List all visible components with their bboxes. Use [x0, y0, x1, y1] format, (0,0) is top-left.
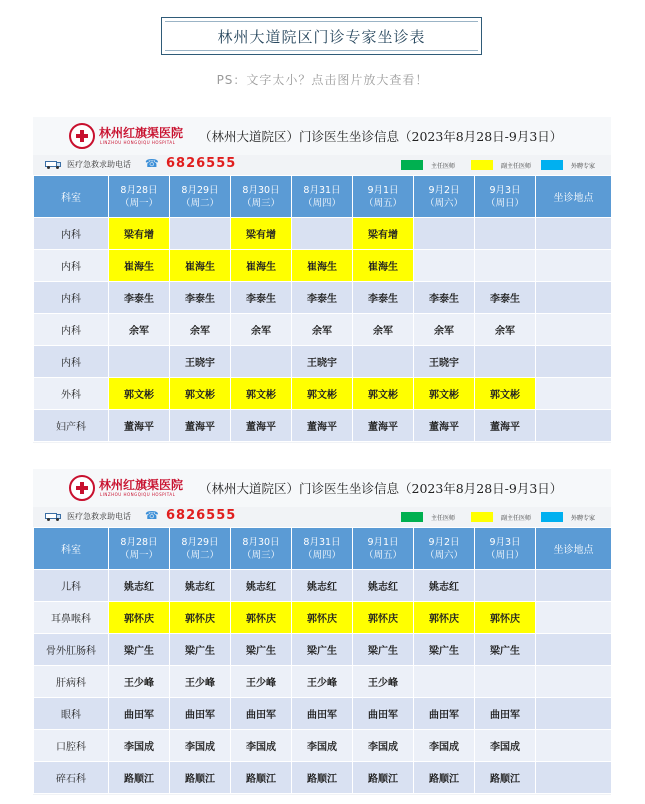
doctor-cell — [170, 218, 231, 250]
doctor-cell: 郭文彬 — [475, 378, 536, 410]
location-cell — [536, 378, 612, 410]
hospital-emblem-icon — [69, 475, 95, 501]
table-row — [34, 378, 612, 410]
doctor-cell: 郭怀庆 — [109, 602, 170, 634]
dept-header: 科室 — [34, 176, 109, 218]
dept-cell: 外科 — [34, 378, 109, 410]
phone-number[interactable]: 6826555 — [166, 156, 237, 171]
location-header: 坐诊地点 — [536, 528, 612, 570]
legend-swatch — [471, 160, 493, 170]
legend-label: 外聘专家 — [571, 515, 596, 522]
doctor-cell: 李泰生 — [414, 282, 475, 314]
doctor-cell: 郭文彬 — [109, 378, 170, 410]
doctor-cell: 李国成 — [475, 730, 536, 762]
dept-cell: 妇产科 — [34, 410, 109, 442]
hospital-logo — [69, 475, 199, 501]
phone-icon: ☎ — [145, 509, 159, 522]
hospital-header — [33, 469, 611, 507]
doctor-cell: 李国成 — [292, 730, 353, 762]
hospital-name-en: LINZHOU HONGQIQU HOSPITAL — [100, 140, 176, 145]
doctor-cell: 余军 — [231, 314, 292, 346]
day-header: 9月2日 （周六） — [414, 528, 475, 570]
legend-label: 外聘专家 — [571, 163, 596, 170]
doctor-cell: 郭文彬 — [231, 378, 292, 410]
dept-cell: 耳鼻喉科 — [34, 602, 109, 634]
location-cell — [536, 346, 612, 378]
doctor-cell — [414, 666, 475, 698]
doctor-cell: 李泰生 — [109, 282, 170, 314]
ambulance-icon — [45, 511, 61, 521]
table-row — [34, 570, 612, 602]
legend-swatch — [541, 160, 563, 170]
doctor-cell: 姚志红 — [170, 570, 231, 602]
doctor-cell: 王少峰 — [231, 666, 292, 698]
hospital-logo — [69, 123, 199, 149]
doctor-cell: 路顺江 — [231, 762, 292, 794]
table-row — [34, 218, 612, 250]
location-header: 坐诊地点 — [536, 176, 612, 218]
header-row — [34, 528, 612, 570]
doctor-cell: 路顺江 — [414, 762, 475, 794]
table-row — [34, 410, 612, 442]
doctor-cell — [109, 346, 170, 378]
doctor-cell — [475, 346, 536, 378]
legend-label: 副主任医师 — [501, 163, 532, 170]
doctor-cell: 李国成 — [109, 730, 170, 762]
legend-label: 副主任医师 — [501, 515, 532, 522]
doctor-cell: 梁有增 — [353, 218, 414, 250]
hospital-name: 林州红旗渠医院 — [99, 478, 184, 492]
dept-cell: 内科 — [34, 250, 109, 282]
doctor-cell: 董海平 — [170, 410, 231, 442]
dept-cell: 内科 — [34, 346, 109, 378]
doctor-cell — [292, 218, 353, 250]
doctor-cell: 郭怀庆 — [292, 602, 353, 634]
day-header: 9月3日 （周日） — [475, 176, 536, 218]
location-cell — [536, 666, 612, 698]
doctor-cell: 路顺江 — [292, 762, 353, 794]
doctor-cell — [414, 218, 475, 250]
doctor-cell: 曲田军 — [292, 698, 353, 730]
location-cell — [536, 314, 612, 346]
doctor-cell: 曲田军 — [109, 698, 170, 730]
doctor-cell: 李泰生 — [170, 282, 231, 314]
doctor-cell: 余军 — [414, 314, 475, 346]
hospital-header — [33, 117, 611, 155]
doctor-cell: 王晓宇 — [292, 346, 353, 378]
doctor-cell: 郭怀庆 — [231, 602, 292, 634]
doctor-cell: 李国成 — [414, 730, 475, 762]
doctor-cell: 郭怀庆 — [414, 602, 475, 634]
doctor-cell: 崔海生 — [353, 250, 414, 282]
hospital-emblem-icon — [69, 123, 95, 149]
location-cell — [536, 698, 612, 730]
location-cell — [536, 250, 612, 282]
doctor-cell — [475, 666, 536, 698]
page-title: 林州大道院区门诊专家坐诊表 — [217, 27, 426, 46]
table-row — [34, 698, 612, 730]
location-cell — [536, 762, 612, 794]
dept-cell: 碎石科 — [34, 762, 109, 794]
doctor-cell: 曲田军 — [475, 698, 536, 730]
doctor-cell: 崔海生 — [109, 250, 170, 282]
table-row — [34, 250, 612, 282]
day-header: 8月29日 （周二） — [170, 176, 231, 218]
doctor-cell: 姚志红 — [109, 570, 170, 602]
dept-cell: 内科 — [34, 282, 109, 314]
schedule-heading: （林州大道院区）门诊医生坐诊信息（2023年8月28日-9月3日） — [199, 129, 563, 144]
dept-cell: 眼科 — [34, 698, 109, 730]
phone-label: 医疗急救求助电话 — [67, 512, 131, 521]
legend-label: 主任医师 — [431, 163, 456, 170]
table-row — [34, 314, 612, 346]
day-header: 8月30日 （周三） — [231, 176, 292, 218]
doctor-cell: 曲田军 — [353, 698, 414, 730]
doctor-cell: 曲田军 — [170, 698, 231, 730]
doctor-cell: 曲田军 — [231, 698, 292, 730]
doctor-cell: 王晓宇 — [414, 346, 475, 378]
dept-cell: 肝病科 — [34, 666, 109, 698]
location-cell — [536, 730, 612, 762]
header-row — [34, 176, 612, 218]
day-header: 9月1日 （周五） — [353, 176, 414, 218]
page-title-box — [161, 17, 482, 55]
schedule-image-2[interactable] — [33, 469, 611, 795]
doctor-cell: 郭文彬 — [170, 378, 231, 410]
doctor-cell: 梁广生 — [353, 634, 414, 666]
doctor-cell — [353, 346, 414, 378]
doctor-cell: 郭怀庆 — [475, 602, 536, 634]
doctor-cell: 董海平 — [475, 410, 536, 442]
doctor-cell: 王少峰 — [292, 666, 353, 698]
phone-label: 医疗急救求助电话 — [67, 160, 131, 169]
doctor-cell — [414, 250, 475, 282]
dept-cell: 儿科 — [34, 570, 109, 602]
doctor-cell: 董海平 — [231, 410, 292, 442]
doctor-cell: 王少峰 — [170, 666, 231, 698]
doctor-cell: 崔海生 — [292, 250, 353, 282]
doctor-cell: 梁有增 — [231, 218, 292, 250]
doctor-cell — [475, 218, 536, 250]
table-row — [34, 602, 612, 634]
doctor-cell: 李泰生 — [231, 282, 292, 314]
phone-number[interactable]: 6826555 — [166, 508, 237, 523]
doctor-cell — [231, 346, 292, 378]
doctor-cell: 路顺江 — [475, 762, 536, 794]
doctor-cell: 曲田军 — [414, 698, 475, 730]
location-cell — [536, 218, 612, 250]
doctor-cell: 梁广生 — [170, 634, 231, 666]
doctor-cell: 余军 — [353, 314, 414, 346]
ps-note: PS：文字太小？点击图片放大查看！ — [216, 73, 429, 87]
table-row — [34, 346, 612, 378]
schedule-table — [33, 175, 612, 442]
doctor-cell: 路顺江 — [170, 762, 231, 794]
dept-header: 科室 — [34, 528, 109, 570]
doctor-cell: 王晓宇 — [170, 346, 231, 378]
location-cell — [536, 570, 612, 602]
ambulance-icon — [45, 159, 61, 169]
doctor-cell: 郭文彬 — [414, 378, 475, 410]
schedule-body — [34, 570, 612, 794]
doctor-cell: 王少峰 — [353, 666, 414, 698]
doctor-cell: 崔海生 — [231, 250, 292, 282]
doctor-cell: 董海平 — [353, 410, 414, 442]
doctor-cell: 路顺江 — [109, 762, 170, 794]
day-header: 9月1日 （周五） — [353, 528, 414, 570]
doctor-cell — [475, 250, 536, 282]
doctor-cell: 李国成 — [170, 730, 231, 762]
doctor-cell: 余军 — [292, 314, 353, 346]
day-header: 9月2日 （周六） — [414, 176, 475, 218]
schedule-body — [34, 218, 612, 442]
phone-row — [33, 507, 611, 527]
day-header: 8月28日 （周一） — [109, 528, 170, 570]
doctor-cell: 姚志红 — [414, 570, 475, 602]
doctor-cell — [475, 570, 536, 602]
table-row — [34, 730, 612, 762]
schedule-heading: （林州大道院区）门诊医生坐诊信息（2023年8月28日-9月3日） — [199, 481, 563, 496]
doctor-cell: 余军 — [170, 314, 231, 346]
doctor-cell: 郭文彬 — [353, 378, 414, 410]
dept-cell: 口腔科 — [34, 730, 109, 762]
doctor-cell: 郭怀庆 — [170, 602, 231, 634]
doctor-cell: 梁广生 — [292, 634, 353, 666]
table-row — [34, 282, 612, 314]
doctor-cell: 余军 — [475, 314, 536, 346]
schedule-table — [33, 527, 612, 794]
table-row — [34, 762, 612, 794]
legend-swatch — [471, 512, 493, 522]
location-cell — [536, 634, 612, 666]
legend-swatch — [541, 512, 563, 522]
day-header: 8月29日 （周二） — [170, 528, 231, 570]
dept-cell: 骨外肛肠科 — [34, 634, 109, 666]
doctor-cell: 梁有增 — [109, 218, 170, 250]
location-cell — [536, 282, 612, 314]
doctor-cell: 梁广生 — [414, 634, 475, 666]
doctor-cell: 崔海生 — [170, 250, 231, 282]
doctor-cell: 郭怀庆 — [353, 602, 414, 634]
doctor-cell: 李泰生 — [353, 282, 414, 314]
day-header: 8月28日 （周一） — [109, 176, 170, 218]
legend-swatch — [401, 512, 423, 522]
doctor-cell: 郭文彬 — [292, 378, 353, 410]
doctor-cell: 姚志红 — [353, 570, 414, 602]
table-row — [34, 666, 612, 698]
table-row — [34, 634, 612, 666]
phone-icon: ☎ — [145, 157, 159, 170]
dept-cell: 内科 — [34, 314, 109, 346]
phone-row — [33, 155, 611, 175]
hospital-name: 林州红旗渠医院 — [99, 126, 184, 140]
legend-swatch — [401, 160, 423, 170]
day-header: 8月31日 （周四） — [292, 528, 353, 570]
location-cell — [536, 602, 612, 634]
legend-label: 主任医师 — [431, 515, 456, 522]
doctor-cell: 董海平 — [292, 410, 353, 442]
doctor-cell: 李国成 — [231, 730, 292, 762]
day-header: 8月30日 （周三） — [231, 528, 292, 570]
schedule-image-1[interactable] — [33, 117, 611, 443]
dept-cell: 内科 — [34, 218, 109, 250]
doctor-cell: 姚志红 — [231, 570, 292, 602]
doctor-cell: 姚志红 — [292, 570, 353, 602]
day-header: 9月3日 （周日） — [475, 528, 536, 570]
doctor-cell: 梁广生 — [231, 634, 292, 666]
doctor-cell: 李泰生 — [292, 282, 353, 314]
doctor-cell: 李国成 — [353, 730, 414, 762]
location-cell — [536, 410, 612, 442]
hospital-name-en: LINZHOU HONGQIQU HOSPITAL — [100, 492, 176, 497]
doctor-cell: 路顺江 — [353, 762, 414, 794]
doctor-cell: 董海平 — [109, 410, 170, 442]
doctor-cell: 梁广生 — [475, 634, 536, 666]
doctor-cell: 李泰生 — [475, 282, 536, 314]
doctor-cell: 王少峰 — [109, 666, 170, 698]
day-header: 8月31日 （周四） — [292, 176, 353, 218]
doctor-cell: 余军 — [109, 314, 170, 346]
doctor-cell: 梁广生 — [109, 634, 170, 666]
doctor-cell: 董海平 — [414, 410, 475, 442]
